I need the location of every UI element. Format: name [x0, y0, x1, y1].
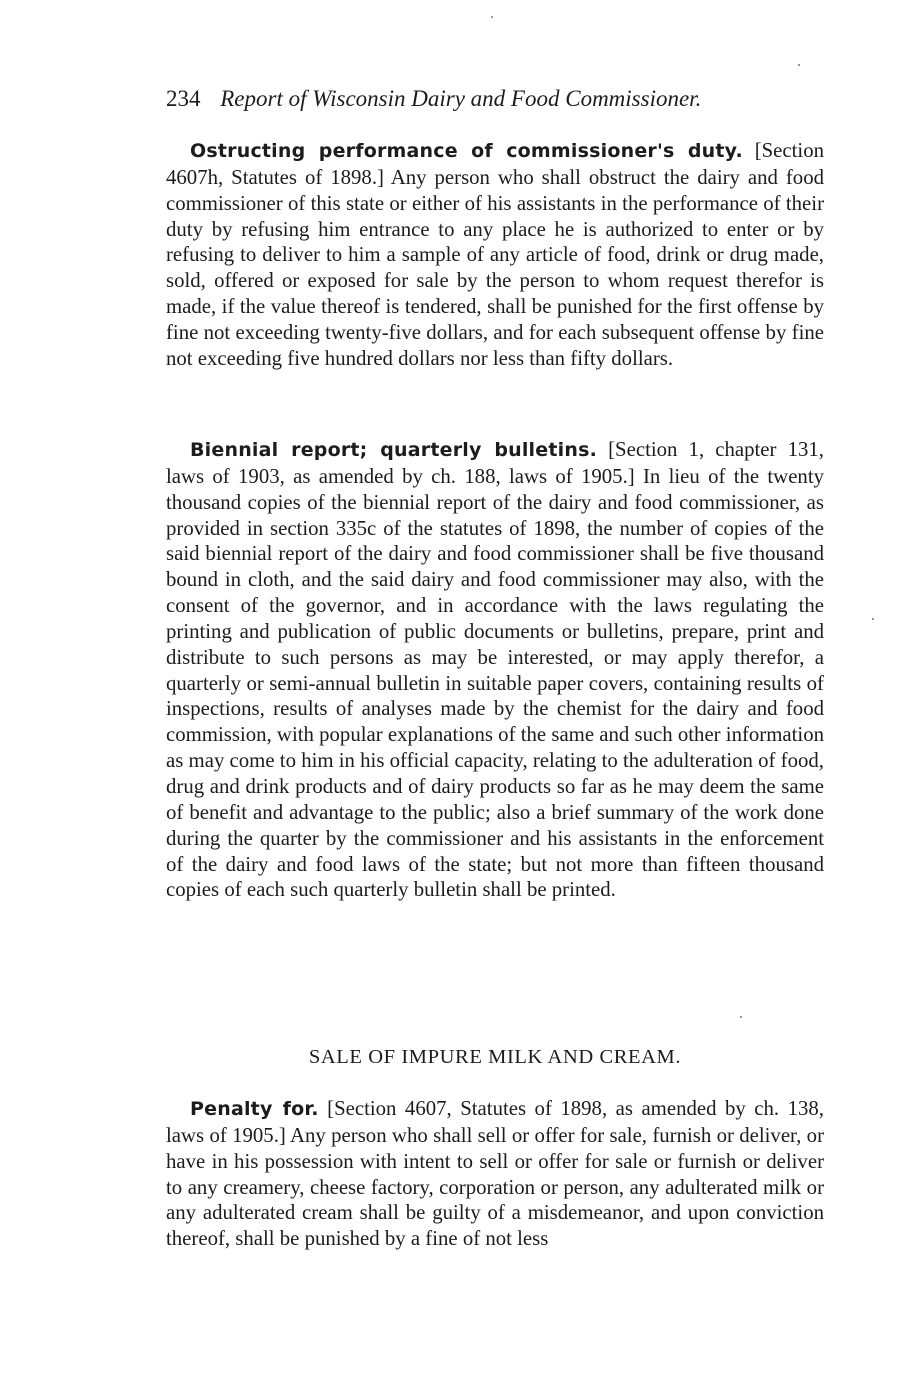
scan-speck — [798, 64, 800, 66]
scan-speck — [872, 618, 874, 620]
paragraph-lead: Penalty for. — [190, 1098, 319, 1120]
page-number: 234 — [166, 86, 201, 111]
scan-speck — [491, 16, 493, 18]
scan-speck — [740, 1016, 742, 1018]
page-header — [166, 84, 826, 114]
section-heading: SALE OF IMPURE MILK AND CREAM. — [308, 1046, 682, 1068]
paragraph-penalty — [166, 1096, 824, 1252]
paragraph-lead: Biennial report; quarterly bulletins. — [190, 439, 597, 461]
paragraph-biennial-report — [166, 437, 824, 903]
paragraph-obstructing-duty — [166, 138, 824, 372]
running-title: Report of Wisconsin Dairy and Food Commissioner. — [220, 86, 702, 111]
paragraph-lead: Ostructing performance of commissioner's duty. — [190, 140, 743, 162]
paragraph-body: [Section 4607h, Statutes of 1898.] Any person who shall obstruct the dairy and food commissioner of this state or either of his assistants in the performance of their duty by refusing him entrance to any place he is authorized to enter or by refusing to deliver to him a sample of any article of food, drink or drug made, sold, offered or exposed for sale by the person to whom request therefor is made, if the value thereof is tendered, shall be punished for the first offense by fine not exceeding twenty-five dollars, and for each subsequent offense by fine not exceeding five hundred dollars nor less than fifty dollars. — [166, 139, 824, 370]
paragraph-body: [Section 1, chapter 131, laws of 1903, as amended by ch. 188, laws of 1905.] In lieu of the twenty thousand copies of the biennial report of the dairy and food commissioner, as provided in section 335c of the statutes of 1898, the number of copies of the said biennial report of the dairy and food commissioner shall be five thousand bound in cloth, and the said dairy and food commissioner may also, with the consent of the governor, and in accordance with the laws regulating the printing and publication of public documents or bulletins, prepare, print and distribute to such persons as may be interested, or may apply therefor, a quarterly or semi-annual bulletin in suitable paper covers, containing results of inspections, results of analyses made by the chemist for the dairy and food commission, with popular explanations of the same and such other information as may come to him in his official capacity, relating to the adulteration of food, drug and drink products and of dairy products so far as he may deem the same of benefit and advantage to the public; also a brief summary of the work done during the quarter by the commissioner and his assistants in the enforcement of the dairy and food laws of the state; but not more than fifteen thousand copies of each such quarterly bulletin shall be printed. — [166, 438, 824, 902]
paragraph-body: [Section 4607, Statutes of 1898, as amended by ch. 138, laws of 1905.] Any person who shall sell or offer for sale, furnish or deliver, or have in his possession with intent to sell or offer for sale or furnish or deliver to any creamery, cheese factory, corporation or person, any adulterated milk or any adulterated cream shall be guilty of a misdemeanor, and upon conviction thereof, shall be punished by a fine of not less — [166, 1097, 824, 1251]
